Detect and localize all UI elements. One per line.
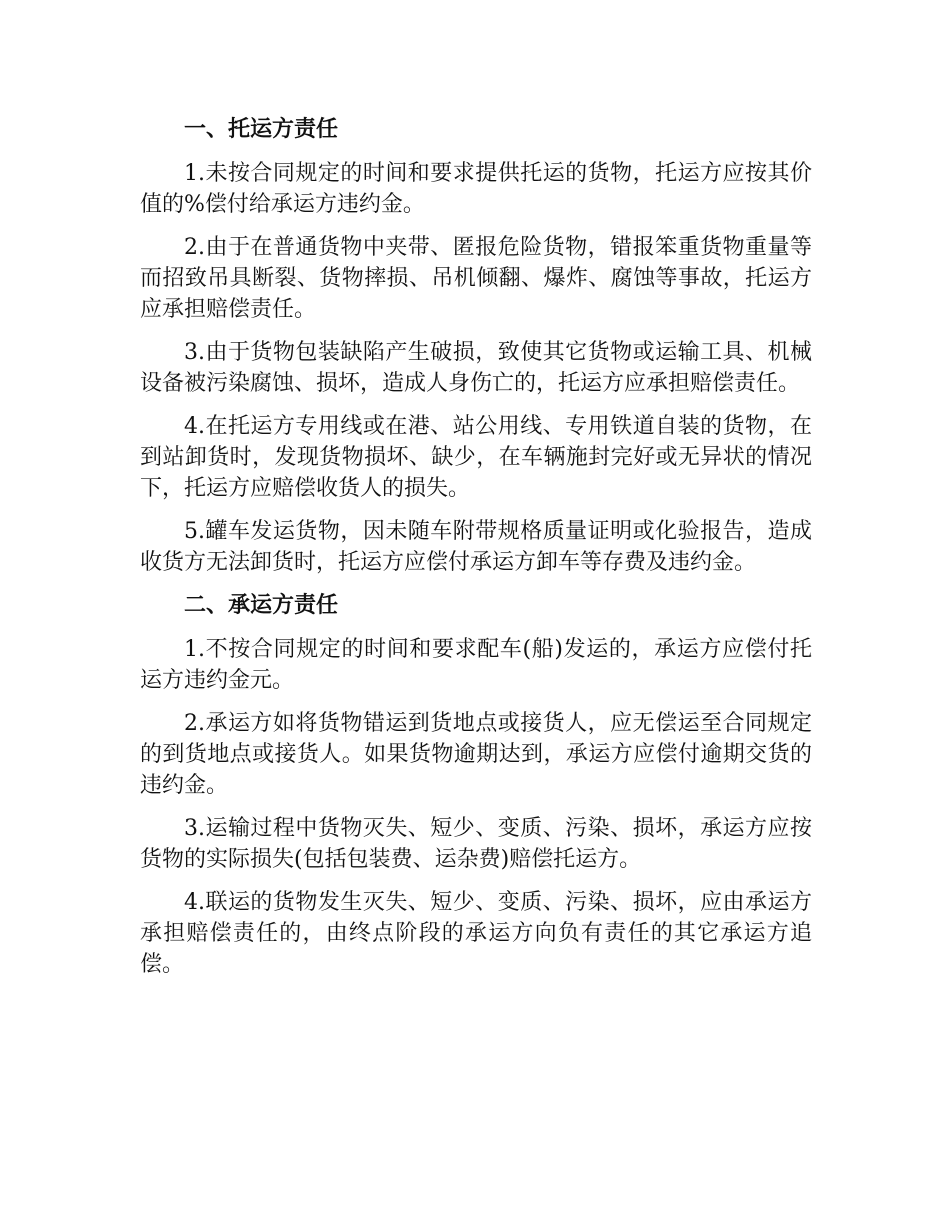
clause-paragraph: 4.联运的货物发生灭失、短少、变质、污染、损坏，应由承运方承担赔偿责任的，由终点阶段的承运方向负有责任的其它承运方追偿。 xyxy=(140,890,812,977)
clause-paragraph: 2.由于在普通货物中夹带、匿报危险货物，错报笨重货物重量等而招致吊具断裂、货物摔损、吊机倾翻、爆炸、腐蚀等事故，托运方应承担赔偿责任。 xyxy=(140,235,812,322)
clause-paragraph: 1.未按合同规定的时间和要求提供托运的货物，托运方应按其价值的%偿付给承运方违约金。 xyxy=(140,161,812,217)
clause-paragraph: 3.由于货物包装缺陷产生破损，致使其它货物或运输工具、机械设备被污染腐蚀、损坏，造成人身伤亡的，托运方应承担赔偿责任。 xyxy=(140,340,812,396)
document-body xyxy=(140,114,812,992)
section-heading: 二、承运方责任 xyxy=(184,593,339,618)
clause-paragraph: 2.承运方如将货物错运到货地点或接货人，应无偿运至合同规定的到货地点或接货人。如果货物逾期达到，承运方应偿付逾期交货的违约金。 xyxy=(140,711,812,798)
clause-paragraph: 3.运输过程中货物灭失、短少、变质、污染、损坏，承运方应按货物的实际损失(包括包装费、运杂费)赔偿托运方。 xyxy=(140,816,812,872)
section-shipper-responsibility xyxy=(140,114,812,578)
clause-paragraph: 4.在托运方专用线或在港、站公用线、专用铁道自装的货物，在到站卸货时，发现货物损坏、缺少，在车辆施封完好或无异状的情况下，托运方应赔偿收货人的损失。 xyxy=(140,414,812,501)
clause-paragraph: 5.罐车发运货物，因未随车附带规格质量证明或化验报告，造成收货方无法卸货时，托运方应偿付承运方卸车等存费及违约金。 xyxy=(140,519,812,575)
section-carrier-responsibility xyxy=(140,590,812,980)
clause-paragraph: 1.不按合同规定的时间和要求配车(船)发运的，承运方应偿付托运方违约金元。 xyxy=(140,637,812,693)
section-heading: 一、托运方责任 xyxy=(184,117,339,142)
